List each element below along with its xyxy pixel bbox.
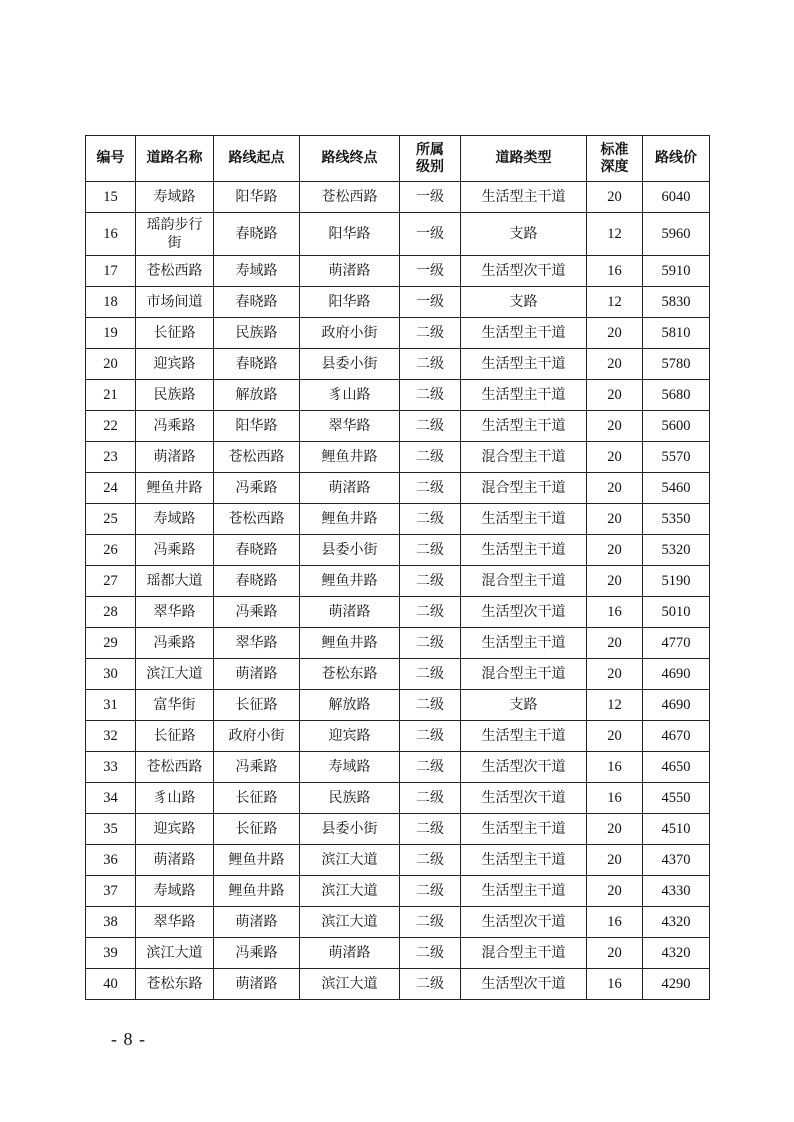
- cell-route-price: 5910: [643, 256, 710, 287]
- cell-id: 31: [86, 690, 136, 721]
- cell-road-type: 生活型主干道: [461, 845, 587, 876]
- cell-start-point: 冯乘路: [214, 938, 300, 969]
- cell-start-point: 民族路: [214, 318, 300, 349]
- cell-road-name: 迎宾路: [136, 349, 214, 380]
- cell-road-name: 瑶都大道: [136, 566, 214, 597]
- table-row: [86, 535, 710, 566]
- cell-road-name: 苍松西路: [136, 256, 214, 287]
- cell-level: 二级: [400, 442, 461, 473]
- cell-level: 二级: [400, 628, 461, 659]
- cell-end-point: 民族路: [300, 783, 400, 814]
- page-number: - 8 -: [111, 1029, 146, 1049]
- cell-road-type: 生活型主干道: [461, 318, 587, 349]
- cell-id: 34: [86, 783, 136, 814]
- cell-end-point: 鲤鱼井路: [300, 566, 400, 597]
- cell-id: 22: [86, 411, 136, 442]
- cell-road-name: 翠华路: [136, 907, 214, 938]
- cell-start-point: 长征路: [214, 814, 300, 845]
- table-row: [86, 442, 710, 473]
- cell-route-price: 4320: [643, 907, 710, 938]
- header-road-name: 道路名称: [136, 136, 214, 182]
- cell-route-price: 4290: [643, 969, 710, 1000]
- cell-level: 二级: [400, 969, 461, 1000]
- cell-level: 二级: [400, 845, 461, 876]
- cell-level: 二级: [400, 411, 461, 442]
- cell-id: 21: [86, 380, 136, 411]
- cell-start-point: 春晓路: [214, 535, 300, 566]
- cell-road-type: 支路: [461, 690, 587, 721]
- cell-road-name: 冯乘路: [136, 628, 214, 659]
- cell-start-point: 鲤鱼井路: [214, 876, 300, 907]
- header-end-point: 路线终点: [300, 136, 400, 182]
- cell-start-point: 苍松西路: [214, 504, 300, 535]
- cell-id: 32: [86, 721, 136, 752]
- cell-start-point: 苍松西路: [214, 442, 300, 473]
- cell-road-name: 豸山路: [136, 783, 214, 814]
- cell-route-price: 4670: [643, 721, 710, 752]
- cell-road-name: 冯乘路: [136, 535, 214, 566]
- table-header-row: [86, 136, 710, 182]
- cell-level: 二级: [400, 752, 461, 783]
- cell-road-type: 生活型主干道: [461, 721, 587, 752]
- cell-end-point: 解放路: [300, 690, 400, 721]
- cell-road-name: 萌渚路: [136, 442, 214, 473]
- cell-id: 35: [86, 814, 136, 845]
- table-row: [86, 969, 710, 1000]
- cell-end-point: 政府小街: [300, 318, 400, 349]
- cell-start-point: 寿域路: [214, 256, 300, 287]
- header-standard-depth-label: 标准深度: [600, 141, 629, 175]
- cell-id: 27: [86, 566, 136, 597]
- cell-road-type: 混合型主干道: [461, 473, 587, 504]
- cell-id: 26: [86, 535, 136, 566]
- table-row: [86, 690, 710, 721]
- cell-level: 二级: [400, 938, 461, 969]
- cell-end-point: 县委小街: [300, 814, 400, 845]
- table-row: [86, 213, 710, 256]
- cell-road-type: 生活型主干道: [461, 411, 587, 442]
- cell-end-point: 迎宾路: [300, 721, 400, 752]
- table-row: [86, 876, 710, 907]
- cell-road-name: 寿域路: [136, 182, 214, 213]
- table-row: [86, 473, 710, 504]
- cell-start-point: 春晓路: [214, 349, 300, 380]
- cell-level: 二级: [400, 535, 461, 566]
- cell-id: 28: [86, 597, 136, 628]
- cell-level: 一级: [400, 182, 461, 213]
- cell-start-point: 春晓路: [214, 213, 300, 256]
- cell-road-type: 混合型主干道: [461, 659, 587, 690]
- cell-standard-depth: 20: [587, 938, 643, 969]
- cell-standard-depth: 20: [587, 380, 643, 411]
- table-row: [86, 814, 710, 845]
- table-row: [86, 845, 710, 876]
- cell-id: 33: [86, 752, 136, 783]
- cell-end-point: 苍松东路: [300, 659, 400, 690]
- cell-end-point: 萌渚路: [300, 938, 400, 969]
- cell-level: 二级: [400, 721, 461, 752]
- table-row: [86, 721, 710, 752]
- cell-road-type: 生活型主干道: [461, 182, 587, 213]
- table-row: [86, 566, 710, 597]
- cell-road-name: 苍松东路: [136, 969, 214, 1000]
- cell-start-point: 长征路: [214, 690, 300, 721]
- table-row: [86, 597, 710, 628]
- cell-road-type: 支路: [461, 287, 587, 318]
- cell-level: 二级: [400, 876, 461, 907]
- table-row: [86, 182, 710, 213]
- header-start-point: 路线起点: [214, 136, 300, 182]
- cell-standard-depth: 16: [587, 907, 643, 938]
- cell-route-price: 4690: [643, 690, 710, 721]
- cell-standard-depth: 16: [587, 969, 643, 1000]
- cell-road-type: 生活型次干道: [461, 256, 587, 287]
- header-level: [400, 136, 461, 182]
- cell-standard-depth: 20: [587, 504, 643, 535]
- cell-road-name: 苍松西路: [136, 752, 214, 783]
- cell-end-point: 萌渚路: [300, 473, 400, 504]
- cell-route-price: 4550: [643, 783, 710, 814]
- cell-route-price: 5460: [643, 473, 710, 504]
- cell-level: 二级: [400, 907, 461, 938]
- cell-start-point: 春晓路: [214, 287, 300, 318]
- cell-start-point: 长征路: [214, 783, 300, 814]
- cell-road-name: 迎宾路: [136, 814, 214, 845]
- cell-end-point: 萌渚路: [300, 256, 400, 287]
- header-id: 编号: [86, 136, 136, 182]
- cell-end-point: 苍松西路: [300, 182, 400, 213]
- table-body: [86, 182, 710, 1000]
- cell-start-point: 解放路: [214, 380, 300, 411]
- cell-route-price: 5570: [643, 442, 710, 473]
- table-row: [86, 628, 710, 659]
- cell-end-point: 鲤鱼井路: [300, 504, 400, 535]
- cell-level: 一级: [400, 256, 461, 287]
- cell-route-price: 5960: [643, 213, 710, 256]
- table-row: [86, 783, 710, 814]
- cell-route-price: 4690: [643, 659, 710, 690]
- cell-end-point: 萌渚路: [300, 597, 400, 628]
- cell-route-price: 4510: [643, 814, 710, 845]
- cell-start-point: 春晓路: [214, 566, 300, 597]
- cell-road-type: 生活型次干道: [461, 783, 587, 814]
- cell-road-name: 冯乘路: [136, 411, 214, 442]
- cell-road-type: 生活型次干道: [461, 597, 587, 628]
- cell-standard-depth: 16: [587, 597, 643, 628]
- cell-road-name: 富华街: [136, 690, 214, 721]
- cell-road-type: 生活型主干道: [461, 535, 587, 566]
- cell-road-name-text: 瑶韵步行街: [146, 217, 203, 251]
- cell-route-price: 5830: [643, 287, 710, 318]
- cell-id: 36: [86, 845, 136, 876]
- cell-road-type: 生活型主干道: [461, 628, 587, 659]
- cell-start-point: 阳华路: [214, 182, 300, 213]
- cell-road-type: 生活型次干道: [461, 752, 587, 783]
- cell-standard-depth: 20: [587, 845, 643, 876]
- table-row: [86, 256, 710, 287]
- cell-route-price: 5190: [643, 566, 710, 597]
- cell-standard-depth: 12: [587, 213, 643, 256]
- cell-road-type: 混合型主干道: [461, 938, 587, 969]
- cell-route-price: 5320: [643, 535, 710, 566]
- cell-level: 一级: [400, 287, 461, 318]
- cell-standard-depth: 20: [587, 814, 643, 845]
- cell-end-point: 翠华路: [300, 411, 400, 442]
- cell-route-price: 4370: [643, 845, 710, 876]
- cell-standard-depth: 16: [587, 783, 643, 814]
- cell-level: 二级: [400, 597, 461, 628]
- cell-standard-depth: 20: [587, 628, 643, 659]
- cell-start-point: 萌渚路: [214, 659, 300, 690]
- cell-start-point: 翠华路: [214, 628, 300, 659]
- cell-road-name: 鲤鱼井路: [136, 473, 214, 504]
- cell-road-type: 混合型主干道: [461, 566, 587, 597]
- cell-road-name: 寿域路: [136, 876, 214, 907]
- cell-standard-depth: 20: [587, 659, 643, 690]
- cell-standard-depth: 20: [587, 442, 643, 473]
- cell-standard-depth: 12: [587, 287, 643, 318]
- cell-start-point: 鲤鱼井路: [214, 845, 300, 876]
- cell-standard-depth: 20: [587, 721, 643, 752]
- cell-standard-depth: 20: [587, 349, 643, 380]
- cell-start-point: 政府小街: [214, 721, 300, 752]
- cell-id: 38: [86, 907, 136, 938]
- cell-route-price: 5680: [643, 380, 710, 411]
- cell-standard-depth: 20: [587, 876, 643, 907]
- cell-road-name: 翠华路: [136, 597, 214, 628]
- cell-end-point: 滨江大道: [300, 845, 400, 876]
- cell-standard-depth: 20: [587, 411, 643, 442]
- cell-id: 23: [86, 442, 136, 473]
- cell-end-point: 阳华路: [300, 213, 400, 256]
- cell-road-type: 生活型次干道: [461, 969, 587, 1000]
- cell-level: 二级: [400, 814, 461, 845]
- cell-id: 40: [86, 969, 136, 1000]
- cell-road-type: 生活型次干道: [461, 907, 587, 938]
- cell-road-type: 混合型主干道: [461, 442, 587, 473]
- cell-route-price: 6040: [643, 182, 710, 213]
- cell-standard-depth: 20: [587, 535, 643, 566]
- cell-level: 二级: [400, 566, 461, 597]
- table-row: [86, 287, 710, 318]
- cell-road-name: 民族路: [136, 380, 214, 411]
- cell-end-point: 滨江大道: [300, 907, 400, 938]
- cell-standard-depth: 20: [587, 318, 643, 349]
- cell-standard-depth: 20: [587, 182, 643, 213]
- cell-road-type: 支路: [461, 213, 587, 256]
- cell-id: 39: [86, 938, 136, 969]
- cell-level: 二级: [400, 349, 461, 380]
- cell-end-point: 豸山路: [300, 380, 400, 411]
- cell-route-price: 4770: [643, 628, 710, 659]
- cell-start-point: 萌渚路: [214, 969, 300, 1000]
- cell-level: 二级: [400, 473, 461, 504]
- header-standard-depth: [587, 136, 643, 182]
- table-row: [86, 659, 710, 690]
- cell-road-type: 生活型主干道: [461, 349, 587, 380]
- cell-road-name: 长征路: [136, 721, 214, 752]
- cell-road-name: 寿域路: [136, 504, 214, 535]
- cell-level: 二级: [400, 690, 461, 721]
- cell-standard-depth: 20: [587, 566, 643, 597]
- cell-road-type: 生活型主干道: [461, 876, 587, 907]
- cell-road-type: 生活型主干道: [461, 504, 587, 535]
- cell-id: 18: [86, 287, 136, 318]
- cell-id: 30: [86, 659, 136, 690]
- cell-id: 19: [86, 318, 136, 349]
- cell-end-point: 阳华路: [300, 287, 400, 318]
- cell-id: 20: [86, 349, 136, 380]
- cell-road-name: 萌渚路: [136, 845, 214, 876]
- table-row: [86, 411, 710, 442]
- cell-end-point: 县委小街: [300, 349, 400, 380]
- cell-route-price: 4650: [643, 752, 710, 783]
- cell-standard-depth: 12: [587, 690, 643, 721]
- cell-road-name: 滨江大道: [136, 938, 214, 969]
- cell-level: 二级: [400, 380, 461, 411]
- cell-standard-depth: 20: [587, 473, 643, 504]
- cell-route-price: 5600: [643, 411, 710, 442]
- table-row: [86, 380, 710, 411]
- cell-start-point: 冯乘路: [214, 473, 300, 504]
- cell-level: 二级: [400, 504, 461, 535]
- cell-end-point: 鲤鱼井路: [300, 628, 400, 659]
- cell-road-name: 市场间道: [136, 287, 214, 318]
- cell-start-point: 阳华路: [214, 411, 300, 442]
- cell-standard-depth: 16: [587, 752, 643, 783]
- cell-id: 24: [86, 473, 136, 504]
- cell-route-price: 5780: [643, 349, 710, 380]
- cell-end-point: 滨江大道: [300, 969, 400, 1000]
- table-row: [86, 349, 710, 380]
- cell-id: 29: [86, 628, 136, 659]
- cell-end-point: 寿域路: [300, 752, 400, 783]
- cell-id: 37: [86, 876, 136, 907]
- cell-id: 25: [86, 504, 136, 535]
- cell-start-point: 冯乘路: [214, 597, 300, 628]
- header-level-label: 所属级别: [415, 141, 444, 175]
- cell-end-point: 滨江大道: [300, 876, 400, 907]
- header-road-type: 道路类型: [461, 136, 587, 182]
- cell-id: 17: [86, 256, 136, 287]
- cell-road-name: [136, 213, 214, 256]
- header-route-price: 路线价: [643, 136, 710, 182]
- cell-id: 16: [86, 213, 136, 256]
- cell-route-price: 5010: [643, 597, 710, 628]
- cell-road-type: 生活型主干道: [461, 814, 587, 845]
- cell-level: 二级: [400, 783, 461, 814]
- cell-road-name: 滨江大道: [136, 659, 214, 690]
- cell-road-name: 长征路: [136, 318, 214, 349]
- table-row: [86, 504, 710, 535]
- cell-route-price: 5810: [643, 318, 710, 349]
- road-price-table: [85, 135, 710, 1000]
- cell-start-point: 萌渚路: [214, 907, 300, 938]
- cell-end-point: 鲤鱼井路: [300, 442, 400, 473]
- cell-level: 二级: [400, 659, 461, 690]
- cell-route-price: 4330: [643, 876, 710, 907]
- cell-end-point: 县委小街: [300, 535, 400, 566]
- table-row: [86, 907, 710, 938]
- cell-start-point: 冯乘路: [214, 752, 300, 783]
- table-row: [86, 752, 710, 783]
- cell-road-type: 生活型主干道: [461, 380, 587, 411]
- table-row: [86, 938, 710, 969]
- cell-level: 一级: [400, 213, 461, 256]
- cell-route-price: 5350: [643, 504, 710, 535]
- table-row: [86, 318, 710, 349]
- cell-id: 15: [86, 182, 136, 213]
- cell-route-price: 4320: [643, 938, 710, 969]
- cell-level: 二级: [400, 318, 461, 349]
- cell-standard-depth: 16: [587, 256, 643, 287]
